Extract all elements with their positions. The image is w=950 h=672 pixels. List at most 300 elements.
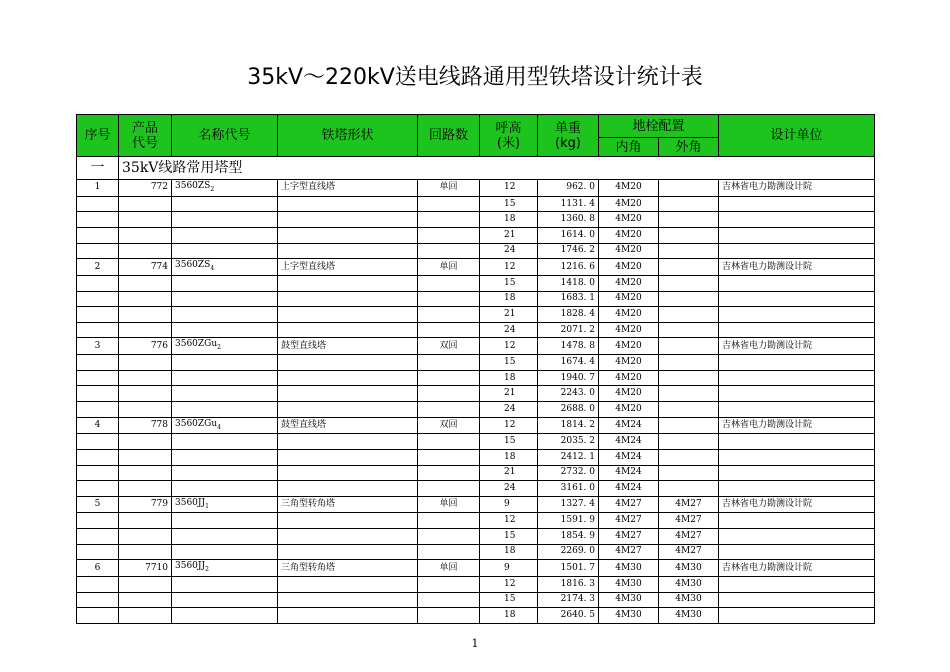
- cell-product-code: [119, 196, 172, 212]
- cell-shape: [278, 513, 418, 529]
- cell-name-code: [172, 212, 278, 228]
- cell-outer-anchor: [659, 370, 719, 386]
- cell-seq: [77, 513, 119, 529]
- cell-weight: 1327. 4: [538, 496, 599, 513]
- cell-weight: 1501. 7: [538, 560, 599, 577]
- cell-circuits: 单回: [418, 496, 480, 513]
- table-row: [77, 180, 875, 197]
- cell-seq: [77, 243, 119, 259]
- cell-weight: 2243. 0: [538, 386, 599, 402]
- cell-product-code: [119, 322, 172, 338]
- cell-outer-anchor: [659, 386, 719, 402]
- cell-inner-anchor: 4M30: [599, 592, 659, 608]
- cell-designer: [719, 465, 875, 481]
- cell-height: 18: [480, 544, 538, 560]
- cell-name-code: [172, 592, 278, 608]
- cell-inner-anchor: 4M20: [599, 307, 659, 323]
- section-row: [77, 157, 875, 180]
- table-row: [77, 449, 875, 465]
- cell-weight: 2174. 3: [538, 592, 599, 608]
- cell-product-code: 7710: [119, 560, 172, 577]
- cell-name-code: [172, 355, 278, 371]
- cell-circuits: [418, 291, 480, 307]
- cell-weight: 1746. 2: [538, 243, 599, 259]
- cell-outer-anchor: [659, 196, 719, 212]
- table-row: [77, 577, 875, 593]
- header-seq: 序号: [77, 115, 119, 157]
- cell-outer-anchor: [659, 401, 719, 417]
- cell-product-code: 776: [119, 338, 172, 355]
- cell-height: 21: [480, 307, 538, 323]
- cell-shape: [278, 322, 418, 338]
- cell-name-code: [172, 449, 278, 465]
- cell-name-code: 3560ZGu$_2$: [172, 338, 278, 355]
- section-label: 35kV线路常用塔型: [119, 157, 875, 180]
- cell-weight: 1591. 9: [538, 513, 599, 529]
- cell-outer-anchor: [659, 243, 719, 259]
- cell-height: 21: [480, 465, 538, 481]
- cell-inner-anchor: 4M20: [599, 386, 659, 402]
- cell-outer-anchor: 4M27: [659, 513, 719, 529]
- cell-seq: [77, 529, 119, 545]
- cell-seq: [77, 370, 119, 386]
- cell-outer-anchor: 4M30: [659, 608, 719, 624]
- cell-outer-anchor: [659, 434, 719, 450]
- cell-product-code: [119, 291, 172, 307]
- cell-circuits: [418, 307, 480, 323]
- cell-weight: 2035. 2: [538, 434, 599, 450]
- cell-seq: 4: [77, 417, 119, 434]
- cell-height: 24: [480, 401, 538, 417]
- cell-circuits: [418, 355, 480, 371]
- table-row: [77, 544, 875, 560]
- cell-product-code: 779: [119, 496, 172, 513]
- cell-seq: [77, 196, 119, 212]
- cell-name-code: [172, 544, 278, 560]
- cell-shape: [278, 481, 418, 497]
- cell-shape: [278, 608, 418, 624]
- cell-designer: [719, 370, 875, 386]
- cell-inner-anchor: 4M24: [599, 417, 659, 434]
- cell-shape: 鼓型直线塔: [278, 338, 418, 355]
- cell-outer-anchor: [659, 291, 719, 307]
- header-outer: 外角: [659, 138, 719, 157]
- cell-outer-anchor: 4M27: [659, 529, 719, 545]
- table-row: [77, 560, 875, 577]
- table-row: [77, 212, 875, 228]
- cell-product-code: 778: [119, 417, 172, 434]
- cell-seq: 6: [77, 560, 119, 577]
- cell-product-code: [119, 275, 172, 291]
- cell-circuits: [418, 275, 480, 291]
- cell-designer: [719, 401, 875, 417]
- cell-circuits: [418, 386, 480, 402]
- cell-height: 15: [480, 434, 538, 450]
- cell-shape: [278, 307, 418, 323]
- cell-seq: [77, 275, 119, 291]
- cell-shape: [278, 465, 418, 481]
- cell-circuits: [418, 608, 480, 624]
- cell-weight: 3161. 0: [538, 481, 599, 497]
- table-row: [77, 291, 875, 307]
- cell-circuits: [418, 577, 480, 593]
- cell-product-code: [119, 577, 172, 593]
- cell-inner-anchor: 4M20: [599, 338, 659, 355]
- cell-circuits: 双回: [418, 338, 480, 355]
- cell-product-code: [119, 608, 172, 624]
- cell-shape: [278, 227, 418, 243]
- cell-seq: [77, 401, 119, 417]
- cell-circuits: [418, 434, 480, 450]
- cell-height: 12: [480, 338, 538, 355]
- header-anchor: 地栓配置: [599, 115, 719, 138]
- cell-inner-anchor: 4M20: [599, 401, 659, 417]
- cell-weight: 2412. 1: [538, 449, 599, 465]
- cell-shape: 三角型转角塔: [278, 496, 418, 513]
- cell-circuits: [418, 592, 480, 608]
- table-row: [77, 227, 875, 243]
- cell-seq: [77, 449, 119, 465]
- cell-inner-anchor: 4M27: [599, 529, 659, 545]
- cell-product-code: [119, 370, 172, 386]
- cell-shape: [278, 386, 418, 402]
- cell-seq: [77, 307, 119, 323]
- cell-weight: 1683. 1: [538, 291, 599, 307]
- cell-product-code: [119, 355, 172, 371]
- cell-circuits: 单回: [418, 180, 480, 197]
- table-row: [77, 243, 875, 259]
- cell-designer: [719, 227, 875, 243]
- table-row: [77, 259, 875, 276]
- cell-outer-anchor: [659, 227, 719, 243]
- table-row: [77, 355, 875, 371]
- table-row: [77, 275, 875, 291]
- cell-weight: 1418. 0: [538, 275, 599, 291]
- cell-name-code: [172, 513, 278, 529]
- cell-weight: 2640. 5: [538, 608, 599, 624]
- cell-seq: [77, 592, 119, 608]
- cell-name-code: [172, 386, 278, 402]
- table-row: [77, 434, 875, 450]
- cell-height: 12: [480, 180, 538, 197]
- cell-height: 18: [480, 449, 538, 465]
- cell-name-code: [172, 401, 278, 417]
- cell-circuits: 单回: [418, 560, 480, 577]
- cell-height: 18: [480, 291, 538, 307]
- cell-name-code: $3560ZS_4$: [172, 259, 278, 276]
- cell-designer: [719, 449, 875, 465]
- cell-weight: 1131. 4: [538, 196, 599, 212]
- cell-shape: [278, 449, 418, 465]
- header-name-code: 名称代号: [172, 115, 278, 157]
- cell-circuits: [418, 513, 480, 529]
- cell-height: 18: [480, 212, 538, 228]
- cell-product-code: [119, 449, 172, 465]
- cell-height: 12: [480, 513, 538, 529]
- cell-shape: [278, 592, 418, 608]
- cell-name-code: [172, 608, 278, 624]
- header-height: 呼高(米): [480, 115, 538, 157]
- cell-height: 18: [480, 608, 538, 624]
- cell-designer: [719, 243, 875, 259]
- table-row: [77, 481, 875, 497]
- cell-product-code: [119, 401, 172, 417]
- cell-weight: 1940. 7: [538, 370, 599, 386]
- cell-seq: [77, 291, 119, 307]
- cell-designer: [719, 513, 875, 529]
- table-row: [77, 196, 875, 212]
- cell-designer: 吉林省电力勘测设计院: [719, 180, 875, 197]
- header-designer: 设计单位: [719, 115, 875, 157]
- cell-circuits: [418, 243, 480, 259]
- cell-outer-anchor: [659, 449, 719, 465]
- header-circuits: 回路数: [418, 115, 480, 157]
- cell-circuits: [418, 322, 480, 338]
- cell-name-code: [172, 291, 278, 307]
- table-row: [77, 401, 875, 417]
- cell-product-code: [119, 212, 172, 228]
- cell-designer: [719, 307, 875, 323]
- cell-name-code: [172, 434, 278, 450]
- cell-inner-anchor: 4M20: [599, 212, 659, 228]
- cell-weight: 1854. 9: [538, 529, 599, 545]
- cell-name-code: [172, 465, 278, 481]
- cell-inner-anchor: 4M27: [599, 544, 659, 560]
- table-row: [77, 592, 875, 608]
- cell-height: 24: [480, 322, 538, 338]
- cell-seq: [77, 212, 119, 228]
- cell-outer-anchor: 4M30: [659, 592, 719, 608]
- cell-height: 15: [480, 529, 538, 545]
- cell-seq: [77, 386, 119, 402]
- header-inner: 内角: [599, 138, 659, 157]
- cell-seq: [77, 465, 119, 481]
- cell-inner-anchor: 4M20: [599, 259, 659, 276]
- cell-designer: [719, 481, 875, 497]
- cell-weight: 2732. 0: [538, 465, 599, 481]
- cell-designer: [719, 386, 875, 402]
- cell-name-code: $3560ZS_2$: [172, 180, 278, 197]
- cell-designer: 吉林省电力勘测设计院: [719, 560, 875, 577]
- cell-inner-anchor: 4M24: [599, 449, 659, 465]
- cell-outer-anchor: [659, 481, 719, 497]
- cell-outer-anchor: [659, 417, 719, 434]
- cell-shape: [278, 577, 418, 593]
- cell-height: 12: [480, 577, 538, 593]
- cell-inner-anchor: 4M20: [599, 275, 659, 291]
- table-row: [77, 496, 875, 513]
- cell-inner-anchor: 4M30: [599, 608, 659, 624]
- cell-outer-anchor: [659, 355, 719, 371]
- cell-outer-anchor: [659, 322, 719, 338]
- cell-product-code: [119, 529, 172, 545]
- page-title: 35kV～220kV送电线路通用型铁塔设计统计表: [247, 65, 703, 90]
- cell-height: 24: [480, 243, 538, 259]
- cell-designer: [719, 608, 875, 624]
- cell-seq: [77, 608, 119, 624]
- cell-height: 9: [480, 496, 538, 513]
- cell-seq: [77, 577, 119, 593]
- cell-circuits: [418, 227, 480, 243]
- cell-circuits: [418, 449, 480, 465]
- cell-designer: 吉林省电力勘测设计院: [719, 259, 875, 276]
- cell-seq: [77, 355, 119, 371]
- cell-seq: [77, 322, 119, 338]
- cell-inner-anchor: 4M20: [599, 291, 659, 307]
- cell-inner-anchor: 4M24: [599, 434, 659, 450]
- cell-weight: 1360. 8: [538, 212, 599, 228]
- cell-product-code: [119, 465, 172, 481]
- cell-weight: 1828. 4: [538, 307, 599, 323]
- cell-seq: 1: [77, 180, 119, 197]
- cell-height: 21: [480, 386, 538, 402]
- cell-product-code: [119, 434, 172, 450]
- cell-name-code: [172, 307, 278, 323]
- cell-inner-anchor: 4M27: [599, 496, 659, 513]
- cell-weight: 1216. 6: [538, 259, 599, 276]
- cell-circuits: [418, 212, 480, 228]
- cell-inner-anchor: 4M20: [599, 180, 659, 197]
- cell-height: 15: [480, 592, 538, 608]
- cell-seq: [77, 544, 119, 560]
- cell-shape: 上字型直线塔: [278, 180, 418, 197]
- cell-inner-anchor: 4M24: [599, 481, 659, 497]
- cell-height: 15: [480, 275, 538, 291]
- cell-circuits: 双回: [418, 417, 480, 434]
- cell-seq: [77, 434, 119, 450]
- table-row: [77, 417, 875, 434]
- cell-designer: [719, 434, 875, 450]
- cell-name-code: [172, 275, 278, 291]
- table-row: [77, 608, 875, 624]
- cell-product-code: [119, 307, 172, 323]
- table-row: [77, 513, 875, 529]
- tower-statistics-table: [76, 114, 875, 624]
- cell-product-code: [119, 227, 172, 243]
- cell-designer: [719, 592, 875, 608]
- cell-product-code: [119, 544, 172, 560]
- cell-shape: [278, 434, 418, 450]
- table-row: [77, 465, 875, 481]
- cell-designer: 吉林省电力勘测设计院: [719, 496, 875, 513]
- cell-designer: 吉林省电力勘测设计院: [719, 338, 875, 355]
- cell-outer-anchor: [659, 212, 719, 228]
- cell-weight: 2071. 2: [538, 322, 599, 338]
- cell-product-code: [119, 481, 172, 497]
- cell-inner-anchor: 4M27: [599, 513, 659, 529]
- cell-name-code: [172, 370, 278, 386]
- cell-outer-anchor: [659, 307, 719, 323]
- cell-height: 18: [480, 370, 538, 386]
- cell-name-code: 3560ZGu$_4$: [172, 417, 278, 434]
- cell-inner-anchor: 4M20: [599, 355, 659, 371]
- cell-height: 21: [480, 227, 538, 243]
- cell-name-code: [172, 322, 278, 338]
- cell-weight: 2688. 0: [538, 401, 599, 417]
- cell-designer: [719, 322, 875, 338]
- cell-height: 15: [480, 355, 538, 371]
- cell-inner-anchor: 4M20: [599, 243, 659, 259]
- cell-weight: 1478. 8: [538, 338, 599, 355]
- cell-shape: 上字型直线塔: [278, 259, 418, 276]
- cell-name-code: [172, 196, 278, 212]
- cell-name-code: $3560JJ_2$: [172, 560, 278, 577]
- cell-seq: 5: [77, 496, 119, 513]
- cell-outer-anchor: 4M27: [659, 496, 719, 513]
- cell-name-code: $3560JJ_1$: [172, 496, 278, 513]
- cell-designer: 吉林省电力勘测设计院: [719, 417, 875, 434]
- cell-circuits: [418, 529, 480, 545]
- cell-outer-anchor: [659, 275, 719, 291]
- cell-name-code: [172, 227, 278, 243]
- cell-weight: 1814. 2: [538, 417, 599, 434]
- cell-circuits: [418, 544, 480, 560]
- cell-designer: [719, 355, 875, 371]
- cell-seq: [77, 481, 119, 497]
- cell-designer: [719, 544, 875, 560]
- cell-inner-anchor: 4M20: [599, 322, 659, 338]
- cell-name-code: [172, 481, 278, 497]
- cell-name-code: [172, 243, 278, 259]
- cell-name-code: [172, 529, 278, 545]
- cell-circuits: 单回: [418, 259, 480, 276]
- cell-shape: [278, 544, 418, 560]
- table-row: [77, 338, 875, 355]
- cell-outer-anchor: [659, 465, 719, 481]
- cell-height: 24: [480, 481, 538, 497]
- cell-outer-anchor: 4M30: [659, 560, 719, 577]
- cell-height: 12: [480, 417, 538, 434]
- cell-product-code: 774: [119, 259, 172, 276]
- cell-circuits: [418, 196, 480, 212]
- cell-shape: [278, 243, 418, 259]
- cell-designer: [719, 196, 875, 212]
- cell-weight: 1674. 4: [538, 355, 599, 371]
- cell-shape: 鼓型直线塔: [278, 417, 418, 434]
- cell-shape: [278, 370, 418, 386]
- cell-product-code: 772: [119, 180, 172, 197]
- cell-seq: 3: [77, 338, 119, 355]
- cell-shape: [278, 401, 418, 417]
- cell-inner-anchor: 4M30: [599, 560, 659, 577]
- cell-shape: [278, 275, 418, 291]
- cell-inner-anchor: 4M20: [599, 370, 659, 386]
- cell-circuits: [418, 401, 480, 417]
- cell-height: 12: [480, 259, 538, 276]
- cell-shape: [278, 291, 418, 307]
- cell-outer-anchor: [659, 180, 719, 197]
- table-row: [77, 386, 875, 402]
- table-row: [77, 529, 875, 545]
- cell-weight: 1614. 0: [538, 227, 599, 243]
- cell-height: 9: [480, 560, 538, 577]
- header-weight: 单重(kg): [538, 115, 599, 157]
- cell-circuits: [418, 481, 480, 497]
- cell-shape: [278, 529, 418, 545]
- header-shape: 铁塔形状: [278, 115, 418, 157]
- cell-shape: [278, 355, 418, 371]
- cell-designer: [719, 529, 875, 545]
- page-number: 1: [471, 637, 479, 650]
- cell-shape: [278, 212, 418, 228]
- cell-circuits: [418, 465, 480, 481]
- cell-height: 15: [480, 196, 538, 212]
- cell-seq: [77, 227, 119, 243]
- table-row: [77, 370, 875, 386]
- section-number: 一: [77, 157, 119, 180]
- cell-product-code: [119, 513, 172, 529]
- header-product-code: 产品代号: [119, 115, 172, 157]
